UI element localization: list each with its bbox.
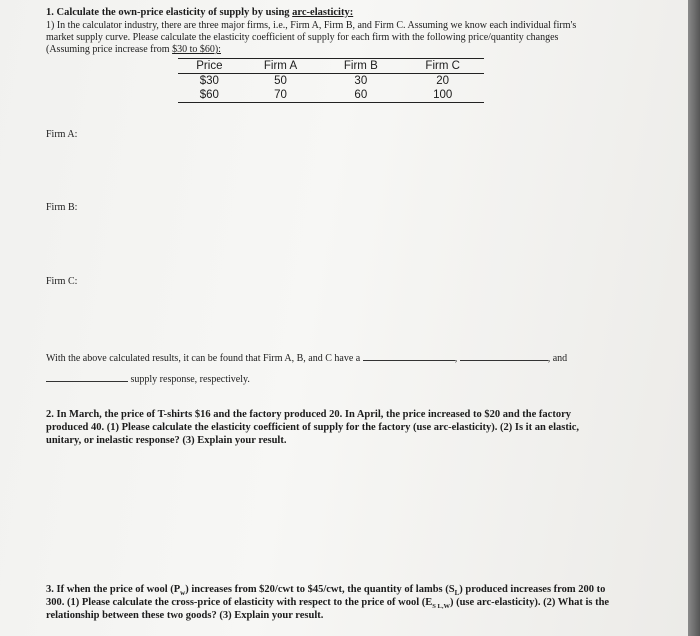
firm-a-label: Firm A:: [46, 129, 78, 140]
table-row: [178, 74, 484, 89]
q3-line3: relationship between these two goods? (3) Explain your result.: [46, 610, 324, 621]
q1-title: 1. Calculate the own-price elasticity of supply by using arc-elasticity:: [46, 7, 354, 18]
cell-firm-b: 60: [354, 89, 368, 101]
blank-firm-c[interactable]: [46, 371, 128, 382]
cell-firm-c: 100: [433, 89, 453, 101]
table-header-row: [178, 59, 484, 74]
q2-line2: produced 40. (1) Please calculate the elasticity coefficient of supply for the factory (use arc-elasticity). (2) Is it an elastic,: [46, 422, 580, 433]
header-firm-c: Firm C: [401, 59, 484, 74]
q2-line1: 2. In March, the price of T-shirts $16 and the factory produced 20. In April, the price increased to $20 and the factory: [46, 409, 571, 420]
q1-intro-line1: 1) In the calculator industry, there are three major firms, i.e., Firm A, Firm B, and Firm C. Assuming we know each individual firm's: [46, 20, 577, 31]
page-edge-shadow: [688, 0, 700, 636]
cell-firm-b: 30: [354, 75, 368, 87]
q1-intro-line3: (Assuming price increase from $30 to $60):: [46, 44, 221, 55]
q1-intro-line2: market supply curve. Please calculate the elasticity coefficient of supply for each firm with the following price/quantity changes: [46, 32, 559, 43]
q3-line1: 3. If when the price of wool $(P_w)$ increases from $20/cwt to $45/cwt, the quantity of lambs $(S_L)$ produced increases from 200 to: [46, 584, 606, 598]
q2-line3: unitary, or inelastic response? (3) Explain your result.: [46, 435, 287, 446]
header-firm-a: Firm A: [241, 59, 321, 74]
header-price: Price: [178, 59, 241, 74]
firm-c-label: Firm C:: [46, 276, 78, 287]
cell-firm-a: 70: [274, 89, 287, 101]
cell-firm-a: 50: [274, 75, 287, 87]
q3-line2: 300. (1) Please calculate the cross-price of elasticity with respect to the price of wool $(E_{S L,W})$ (use arc-elasticity). (2) What is the: [46, 597, 610, 611]
blank-firm-b[interactable]: [460, 350, 548, 361]
table-row: [178, 88, 484, 103]
cell-price: $60: [199, 89, 219, 101]
cell-firm-c: 20: [436, 75, 450, 87]
firm-b-label: Firm B:: [46, 202, 78, 213]
conclusion-line1: With the above calculated results, it can be found that Firm A, B, and C have a , , and: [46, 350, 567, 365]
header-firm-b: Firm B: [320, 59, 401, 74]
supply-table: [178, 58, 484, 103]
blank-firm-a[interactable]: [363, 350, 455, 361]
conclusion-line2: supply response, respectively.: [46, 371, 250, 386]
cell-price: $30: [199, 75, 219, 87]
